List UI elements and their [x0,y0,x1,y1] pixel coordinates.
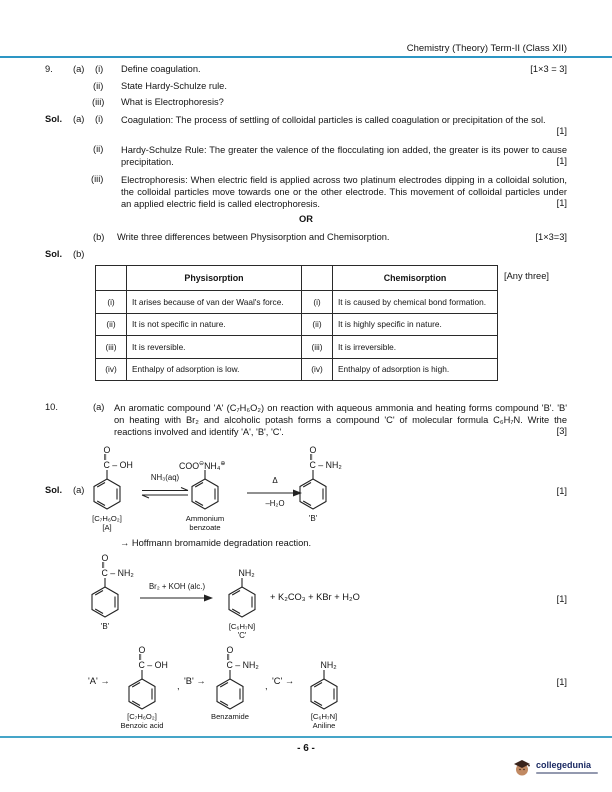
double-bond: ‖ [138,652,142,662]
physisorption-chemisorption-table [95,265,498,381]
or-divider: OR [299,214,313,224]
footer-rule [0,736,612,738]
q9-marks: [1×3 = 3] [530,64,567,74]
sol9a-i-text: Coagulation: The process of settling of colloidal particles is called coagulation or precipitation of the sol. [121,115,546,125]
delta-label: Δ [272,476,278,485]
page-number: - 6 - [297,743,315,754]
c-nh2-group: C – NH₂ [101,568,134,579]
a-identifies-label: 'A' → [88,676,110,686]
benzene-ring [306,670,342,712]
benzoate-label: benzoate [189,523,221,532]
sol9a-ii-text: Hardy-Schulze Rule: The greater the valence of the flocculating ion added, the greater is its power to cause precipitation. [121,145,567,168]
scheme3-marks: [1] [556,677,567,687]
header-rule [0,56,612,58]
collegedunia-mascot-icon [512,757,532,777]
sol9a-iii-marks: [1] [556,198,567,208]
amide-group [227,646,259,670]
benzene-ring [187,470,223,512]
oxygen-atom: O [226,645,234,655]
carboxyl-group [104,446,133,470]
benzene-ring [224,578,260,620]
row2-right-text: It is highly specific in nature. [333,313,498,336]
q9-item-i-label: (i) [95,64,104,74]
nh2-group: NH₂ [320,660,337,670]
double-bond: ‖ [103,452,107,462]
row4-right-text: Enthalpy of adsorption is high. [333,358,498,381]
formula-label: [C₆H₇N] [228,622,256,631]
q9b-marks: [1×3=3] [535,232,567,242]
benzoic-acid-structure [110,644,174,736]
q10-marks: [3] [556,426,567,436]
any-three-note: [Any three] [504,271,549,281]
row2-left-text: It is not specific in nature. [127,313,302,336]
collegedunia-logo [512,757,598,777]
q9b-text: Write three differences between Physisorption and Chemisorption. [117,232,390,242]
ammonium-label: Ammonium [185,514,225,523]
formula-label: [C₇H₆O₂] [92,514,122,523]
benzene-ring [212,670,248,712]
sol9a-i-label: (i) [95,114,104,124]
compound-b-label: 'B' [100,622,110,631]
q10-number: 10. [45,402,58,412]
benzoic-acid-structure [75,444,139,536]
oxygen-atom: O [309,445,317,455]
scheme1-marks: [1] [556,486,567,496]
row1-right-text: It is caused by chemical bond formation. [333,291,498,314]
c-nh2-group: C – NH₂ [226,660,259,671]
sol9a-ii-label: (ii) [93,144,104,154]
sol9b-label: Sol. [45,249,63,259]
row4-left-text: Enthalpy of adsorption is low. [127,358,302,381]
row3-left-text: It is reversible. [127,336,302,359]
table-row [96,358,498,381]
byproducts-text: + K₂CO₃ + KBr + H₂O [270,592,360,602]
benzene-ring [295,470,331,512]
row3-right-text: It is irreversible. [333,336,498,359]
c-identifies-label: 'C' → [272,676,295,686]
sol10-part-label: (a) [73,485,85,495]
benzamide-structure [281,444,345,536]
sol9b-part-label: (b) [73,249,85,259]
row4-left-num: (iv) [96,358,127,381]
row1-right-num: (i) [302,291,333,314]
q9b-label: (b) [93,232,105,242]
sol10-label: Sol. [45,485,63,495]
comma-separator: , [177,681,180,691]
table-row [96,291,498,314]
sol9a-label: Sol. [45,114,63,124]
logo-brand-text: collegedunia [536,760,592,771]
double-bond: ‖ [309,452,313,462]
c-nh2-group: C – NH₂ [309,460,342,471]
sol9a-ii-marks: [1] [556,156,567,166]
benzoic-acid-label: Benzoic acid [120,721,164,730]
row2-left-num: (ii) [96,313,127,336]
double-bond: ‖ [226,652,230,662]
table-row [96,336,498,359]
q9-item-i-text: Define coagulation. [121,64,201,74]
sol9a-iii-text: Electrophoresis: When electric field is applied across two platinum electrodes dipping in a colloidal solution, the colloidal particles move towards one or the other electrode. This movement of colloidal particles under an applied electric field is called electrophoresis. [121,175,567,210]
oxygen-atom: O [103,445,111,455]
sol9a-i-marks: [1] [556,126,567,136]
aniline-label: Aniline [312,721,336,730]
positive-charge: ⊕ [220,461,226,467]
logo-text-column [536,760,598,774]
aniline-structure [292,644,356,736]
table-row [96,313,498,336]
c-oh-group: C – OH [138,660,168,671]
amide-group [102,554,134,578]
row2-right-num: (ii) [302,313,333,336]
table-header-chemisorption: Chemisorption [333,266,498,291]
table-header-blank2 [302,266,333,291]
benzene-ring [89,470,125,512]
q9-item-ii-text: State Hardy-Schulze rule. [121,81,227,91]
amide-group [310,446,342,470]
sol9a-part-label: (a) [73,114,85,124]
benzene-ring [87,578,123,620]
q9-item-iii-text: What is Electrophoresis? [121,97,224,107]
q10-part-label: (a) [93,402,105,412]
sol9a-iii-label: (iii) [91,174,104,184]
row1-left-text: It arises because of van der Waal's force. [127,291,302,314]
hoffmann-note: → Hoffmann bromamide degradation reaction. [120,538,312,548]
row4-right-num: (iv) [302,358,333,381]
q9-item-iii-label: (iii) [92,97,105,107]
aniline-structure [210,552,274,644]
row1-left-num: (i) [96,291,127,314]
reagent-label: Br₂ + KOH (alc.) [148,582,206,591]
scheme2-marks: [1] [556,594,567,604]
reaction-arrow-icon [140,594,214,604]
table-header-physisorption: Physisorption [127,266,302,291]
q9-number: 9. [45,64,53,74]
eq-arrow-label: NH₃(aq) [150,473,180,482]
table-header-blank [96,266,127,291]
compound-a-label: [A] [102,523,112,532]
q10-text: An aromatic compound 'A' (C₇H₆O₂) on reaction with aqueous ammonia and heating forms compound 'B'. 'B' on heating with Br₂ and alcoholic potash forms a compound 'C' of molecular formula C₆H₇N. Write the reactions involved and identify 'A', 'B', 'C'. [114,403,567,438]
ammonium-benzoate-structure [173,444,237,536]
logo-tagline [536,772,598,774]
oxygen-atom: O [138,645,146,655]
row3-left-num: (iii) [96,336,127,359]
negative-charge: ⊖ [199,461,205,467]
ammonium-ion: NH₄ [204,460,221,471]
table-header-row [96,266,498,291]
row3-right-num: (iii) [302,336,333,359]
formula-label: [C₇H₆O₂] [127,712,157,721]
minus-h2o-label: –H₂O [265,499,285,508]
q9-item-ii-label: (ii) [93,81,104,91]
benzamide-label: Benzamide [211,712,249,721]
c-oh-group: C – OH [103,460,133,471]
comma-separator: , [265,681,268,691]
benzamide-structure [73,552,137,644]
q9-part-a-label: (a) [73,64,85,74]
page-header-title: Chemistry (Theory) Term-II (Class XII) [406,43,567,54]
coo-group: COO [179,460,200,471]
compound-b-label: 'B' [308,514,318,523]
b-identifies-label: 'B' → [184,676,206,686]
formula-label: [C₆H₇N] [310,712,338,721]
benzamide-structure [198,644,262,736]
nh2-group: NH₂ [238,568,255,578]
double-bond: ‖ [101,560,105,570]
compound-c-label: 'C' [237,631,247,640]
benzene-ring [124,670,160,712]
carboxyl-group [139,646,168,670]
oxygen-atom: O [101,553,109,563]
